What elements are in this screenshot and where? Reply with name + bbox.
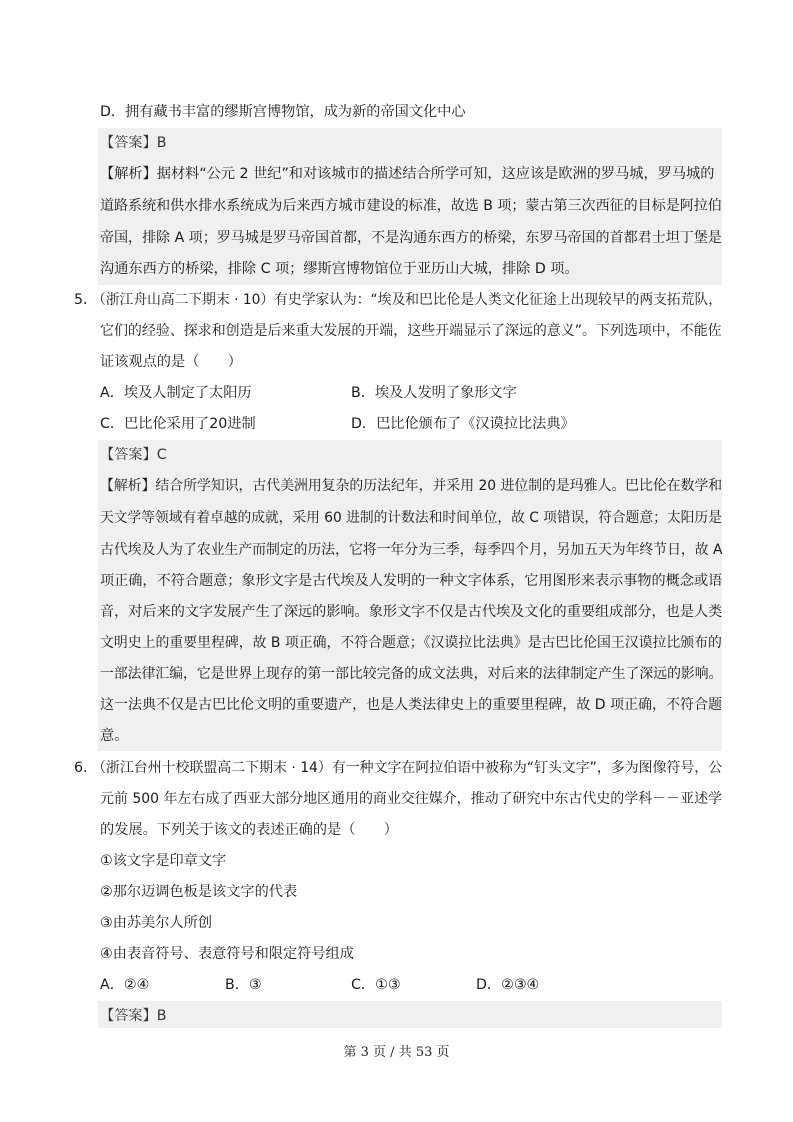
q6-option-d: D．②③④ [476,977,540,993]
q6-answer: 【答案】B [100,1008,167,1024]
q4-answer: 【答案】B [100,135,167,151]
q5-analysis-line: 音，对后来的文字发展产生了深远的影响。象形文字不仅是古代埃及文化的重要组成部分，也是人类 [100,604,723,620]
q4-option-d: D．拥有藏书丰富的缪斯宫博物馆，成为新的帝国文化中心 [100,104,466,120]
q5-stem-line: （浙江舟山高二下期末 · 10）有史学家认为：“埃及和巴比伦是人类文化征途上出现较早的两支拓荒队， [92,292,722,308]
q5-analysis-line: 古代埃及人为了农业生产而制定的历法，它将一年分为三季，每季四个月，另加五天为年终节日，故 A [100,542,723,558]
q5-analysis-line: 文明史上的重要里程碑，故 B 项正确，不符合题意；《汉谟拉比法典》是古巴比伦国王汉谟拉比颁布的 [100,635,722,651]
q5-option-d: D．巴比伦颁布了《汉谟拉比法典》 [351,416,575,432]
q6-statement: ③由苏美尔人所创 [100,915,213,931]
q6-statement: ②那尔迈调色板是该文字的代表 [100,884,298,900]
q4-analysis-line: 帝国，排除 A 项；罗马城是罗马帝国首都，不是沟通东西方的桥梁，东罗马帝国的首都君士坦丁堡是 [100,230,722,246]
q5-analysis-line: 天文学等领域有着卓越的成就，采用 60 进制的计数法和时间单位，故 C 项错误，符合题意；太阳历是 [100,510,722,526]
q6-statement: ④由表音符号、表意符号和限定符号组成 [100,946,354,962]
q6-stem-line: 的发展。下列关于该文的表述正确的是（ ） [100,822,398,838]
page-footer: 第 3 页 / 共 53 页 [343,1045,450,1060]
q5-option-a: A．埃及人制定了太阳历 [100,385,252,401]
q5-number: 5． [74,292,98,308]
q6-option-b: B．③ [225,977,262,993]
q5-analysis-line: 项正确，不符合题意；象形文字是古代埃及人发明的一种文字体系，它用图形来表示事物的概念或语 [100,573,723,589]
q6-option-a: A．②④ [100,977,150,993]
q5-stem-line: 它们的经验、探求和创造是后来重大发展的开端，这些开端显示了深远的意义”。下列选项中，不能佐 [100,323,722,339]
q6-statement: ①该文字是印章文字 [100,853,227,869]
q5-analysis-line: 意。 [100,728,129,744]
q4-analysis-line: 【解析】据材料“公元 2 世纪”和对该城市的描述结合所学可知，这应该是欧洲的罗马城，罗马城的 [100,166,715,182]
q5-option-b: B．埃及人发明了象形文字 [351,385,517,401]
q5-answer: 【答案】C [100,447,167,463]
q4-analysis-line: 沟通东西方的桥梁，排除 C 项；缪斯宫博物馆位于亚历山大城，排除 D 项。 [100,261,579,277]
q5-analysis-line: 这一法典不仅是古巴比伦文明的重要遗产，也是人类法律史上的重要里程碑，故 D 项正确，不符合题 [100,697,723,713]
q6-option-c: C．①③ [351,977,401,993]
q6-answer-block [98,1001,722,1028]
q6-stem-line: 元前 500 年左右成了西亚大部分地区通用的商业交往媒介，推动了研究中东古代史的学科－－亚述学 [100,791,722,807]
q5-analysis-line: 一部法律汇编，它是世界上现存的第一部比较完备的成文法典，对后来的法律制定产生了深远的影响。 [100,666,723,682]
q5-stem-line: 证该观点的是（ ） [100,354,242,370]
q5-analysis-line: 【解析】结合所学知识，古代美洲用复杂的历法纪年，并采用 20 进位制的是玛雅人。巴比伦在数学和 [100,478,723,494]
q6-number: 6． [74,760,98,776]
q5-option-c: C．巴比伦采用了20进制 [100,416,256,432]
q6-stem-line: （浙江台州十校联盟高二下期末 · 14）有一种文字在阿拉伯语中被称为“钉头文字”，多为图像符号，公 [92,760,723,776]
q4-analysis-line: 道路系统和供水排水系统成为后来西方城市建设的标准，故选 B 项；蒙古第三次西征的目标是阿拉伯 [100,198,722,214]
